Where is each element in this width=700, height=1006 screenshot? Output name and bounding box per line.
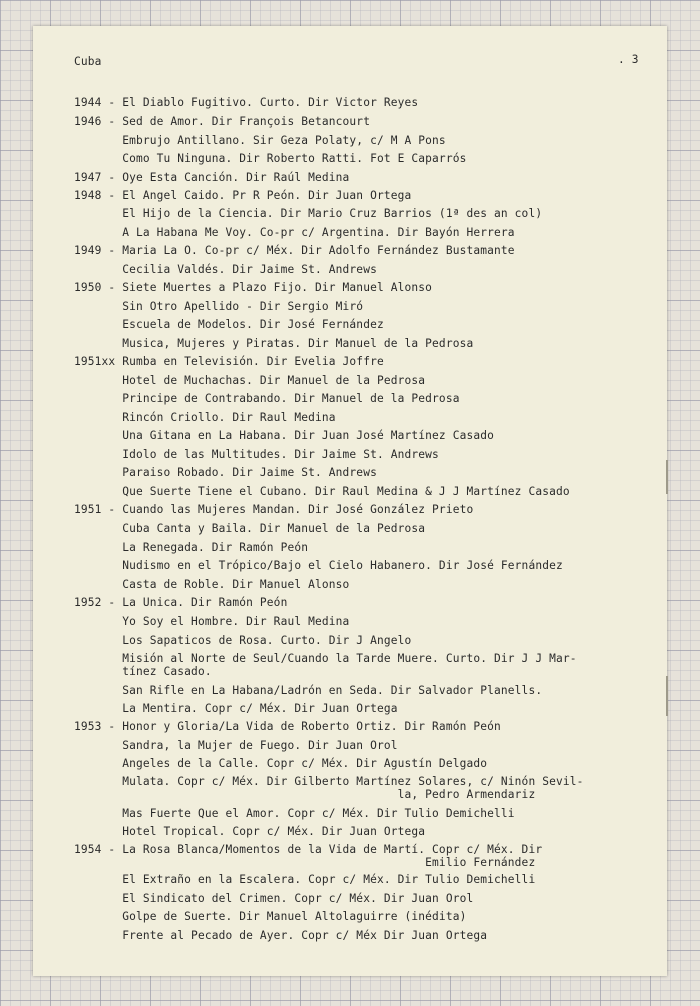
list-item: Los Sapaticos de Rosa. Curto. Dir J Angelo [74, 634, 412, 647]
list-item: Una Gitana en La Habana. Dir Juan José Martínez Casado [74, 429, 495, 442]
list-item: Rincón Criollo. Dir Raul Medina [74, 411, 336, 424]
list-item: Misión al Norte de Seul/Cuando la Tarde Muere. Curto. Dir J J Mar- [74, 652, 577, 665]
list-item: Casta de Roble. Dir Manuel Alonso [74, 578, 350, 591]
list-item: 1951 - Cuando las Mujeres Mandan. Dir José González Prieto [74, 503, 474, 516]
list-item: Musica, Mujeres y Piratas. Dir Manuel de la Pedrosa [74, 337, 474, 350]
list-item: Cecilia Valdés. Dir Jaime St. Andrews [74, 263, 377, 276]
list-item: Mulata. Copr c/ Méx. Dir Gilberto Martínez Solares, c/ Ninón Sevil- [74, 775, 584, 788]
list-item: 1953 - Honor y Gloria/La Vida de Roberto Ortiz. Dir Ramón Peón [74, 720, 501, 733]
list-item: La Renegada. Dir Ramón Peón [74, 541, 309, 554]
paper-edge-mark [666, 460, 668, 494]
list-item: El Extraño en la Escalera. Copr c/ Méx. Dir Tulio Demichelli [74, 873, 536, 886]
list-item: 1950 - Siete Muertes a Plazo Fijo. Dir Manuel Alonso [74, 281, 433, 294]
list-item: Mas Fuerte Que el Amor. Copr c/ Méx. Dir Tulio Demichelli [74, 807, 515, 820]
list-item: 1944 - El Diablo Fugitivo. Curto. Dir Victor Reyes [74, 96, 419, 109]
list-item: El Hijo de la Ciencia. Dir Mario Cruz Barrios (1ª des an col) [74, 207, 543, 220]
list-item: Que Suerte Tiene el Cubano. Dir Raul Medina & J J Martínez Casado [74, 485, 570, 498]
list-item: El Sindicato del Crimen. Copr c/ Méx. Dir Juan Orol [74, 892, 474, 905]
paper-edge-mark [666, 676, 668, 716]
list-item: Nudismo en el Trópico/Bajo el Cielo Habanero. Dir José Fernández [74, 559, 563, 572]
list-item: 1951xx Rumba en Televisión. Dir Evelia Joffre [74, 355, 384, 368]
list-item: Golpe de Suerte. Dir Manuel Altolaguirre (inédita) [74, 910, 467, 923]
list-item: A La Habana Me Voy. Co-pr c/ Argentina. Dir Bayón Herrera [74, 226, 515, 239]
list-item: Principe de Contrabando. Dir Manuel de la Pedrosa [74, 392, 460, 405]
header-country: Cuba [74, 55, 102, 68]
list-item: tínez Casado. [74, 665, 212, 678]
list-item: San Rifle en La Habana/Ladrón en Seda. Dir Salvador Planells. [74, 684, 543, 697]
list-item: la, Pedro Armendariz [74, 788, 536, 801]
list-item: 1952 - La Unica. Dir Ramón Peón [74, 596, 288, 609]
page-number: . 3 [618, 53, 639, 66]
list-item: 1949 - Maria La O. Co-pr c/ Méx. Dir Adolfo Fernández Bustamante [74, 244, 515, 257]
list-item: Idolo de las Multitudes. Dir Jaime St. Andrews [74, 448, 439, 461]
list-item: 1946 - Sed de Amor. Dir François Betancourt [74, 115, 371, 128]
list-item: 1954 - La Rosa Blanca/Momentos de la Vida de Martí. Copr c/ Méx. Dir [74, 843, 543, 856]
list-item: Hotel de Muchachas. Dir Manuel de la Pedrosa [74, 374, 426, 387]
list-item: Emilio Fernández [74, 856, 536, 869]
list-item: Sin Otro Apellido - Dir Sergio Miró [74, 300, 364, 313]
list-item: Paraiso Robado. Dir Jaime St. Andrews [74, 466, 377, 479]
list-item: Yo Soy el Hombre. Dir Raul Medina [74, 615, 350, 628]
list-item: Sandra, la Mujer de Fuego. Dir Juan Orol [74, 739, 398, 752]
list-item: 1948 - El Angel Caido. Pr R Peón. Dir Juan Ortega [74, 189, 412, 202]
list-item: Cuba Canta y Baila. Dir Manuel de la Pedrosa [74, 522, 426, 535]
list-item: Frente al Pecado de Ayer. Copr c/ Méx Dir Juan Ortega [74, 929, 488, 942]
list-item: Escuela de Modelos. Dir José Fernández [74, 318, 384, 331]
list-item: 1947 - Oye Esta Canción. Dir Raúl Medina [74, 171, 350, 184]
list-item: Embrujo Antillano. Sir Geza Polaty, c/ M A Pons [74, 134, 446, 147]
list-item: Hotel Tropical. Copr c/ Méx. Dir Juan Ortega [74, 825, 426, 838]
list-item: Angeles de la Calle. Copr c/ Méx. Dir Agustín Delgado [74, 757, 488, 770]
list-item: Como Tu Ninguna. Dir Roberto Ratti. Fot E Caparrós [74, 152, 467, 165]
list-item: La Mentira. Copr c/ Méx. Dir Juan Ortega [74, 702, 398, 715]
